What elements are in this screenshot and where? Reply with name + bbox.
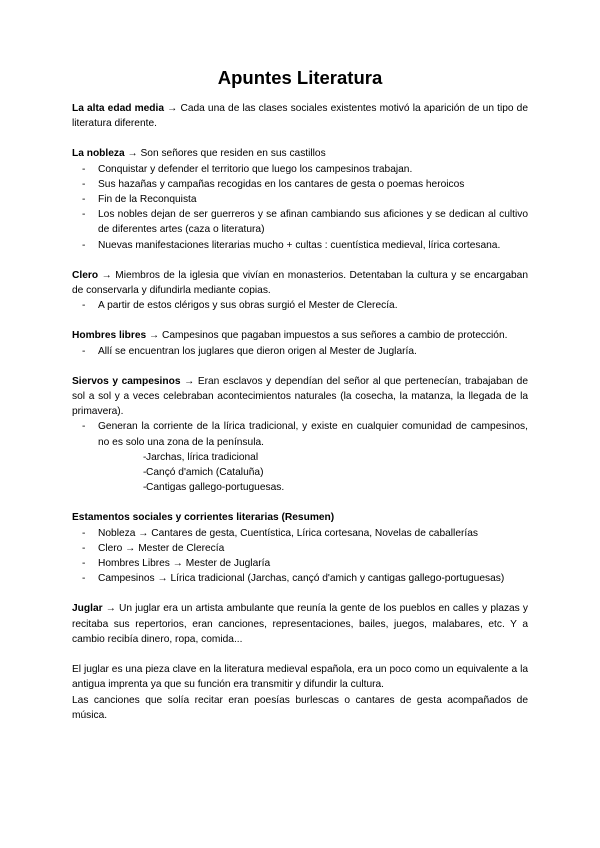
list-item: - Nobleza → Cantares de gesta, Cuentística, Lírica cortesana, Novelas de caballerías [72,526,528,541]
siervos-section [72,374,528,496]
nobleza-list [72,162,528,253]
hombres-libres-text: → Campesinos que pagaban impuestos a sus señores a cambio de protección. [146,330,508,342]
nobleza-text: → Son señores que residen en sus castillos [124,148,326,160]
list-item: - Sus hazañas y campañas recogidas en los cantares de gesta o poemas heroicos [72,177,528,192]
document-page [72,66,528,723]
alta-edad-label: La alta edad media [72,103,165,114]
final-paragraph-2: Las canciones que solía recitar eran poesías burlescas o cantares de gesta acompañados de música. [72,694,528,721]
list-item: - Clero → Mester de Clerecía [72,541,528,556]
sub-list-item: - Cantigas gallego-portuguesas. [72,480,528,495]
list-item: - Nuevas manifestaciones literarias mucho + cultas : cuentística medieval, lírica cortesana. [72,238,528,253]
resumen-heading: Estamentos sociales y corrientes literarias (Resumen) [72,512,335,524]
list-item: - Campesinos → Lírica tradicional (Jarchas, cançó d'amich y cantigas gallego-portuguesas) [72,571,528,586]
page-title: Apuntes Literatura [217,67,383,88]
alta-edad-text: → Cada una de las clases sociales existentes motivó la aparición de un tipo de literatura diferente. [72,103,528,130]
siervos-list [72,419,528,449]
list-item: - Los nobles dejan de ser guerreros y se afinan cambiando sus aficiones y se dedican al cultivo de diferentes artes (caza o literatura) [72,207,528,237]
siervos-label: Siervos y campesinos [72,375,181,387]
clero-section [72,268,528,314]
list-item: - Hombres Libres → Mester de Juglaría [72,556,528,571]
hombres-libres-section [72,328,528,358]
list-item: - Allí se encuentran los juglares que dieron origen al Mester de Juglaría. [72,344,528,359]
list-item: - Conquistar y defender el territorio que luego los campesinos trabajan. [72,162,528,177]
sub-list-item: - Jarchas, lírica tradicional [72,450,528,465]
siervos-text: → Eran esclavos y dependían del señor al que pertenecían, trabajaban de sol a sol y a veces celebraban acontecimientos naturales (la cosecha, la matanza, la llegada de la primavera). [72,375,528,418]
juglar-paragraph [72,601,528,647]
final-paragraph-1: El juglar es una pieza clave en la literatura medieval española, era un poco como un equivalente a la antigua imprenta ya que su función era transmitir y difundir la cultura. [72,664,528,691]
siervos-sublist [72,450,528,496]
juglar-label: Juglar [72,603,103,615]
resumen-section [72,510,528,586]
nobleza-section [72,146,528,252]
final-section [72,662,528,723]
hombres-libres-list [72,344,528,359]
juglar-text: → Un juglar era un artista ambulante que reunía la gente de los pueblos en calles y plazas y recitaba sus repertorios, eran canciones, representaciones, bailes, juegos, malabares, etc. Y a cambio recibía dinero, ropa, comida... [72,603,528,645]
clero-list [72,298,528,313]
sub-list-item: - Cançó d'amich (Cataluña) [72,465,528,480]
clero-text: → Miembros de la iglesia que vivían en monasterios. Detentaban la cultura y se encargaban de conservarla y difundirla mediante copias. [72,269,528,297]
nobleza-label: La nobleza [72,148,125,160]
alta-edad-paragraph [72,101,528,131]
list-item: - Fin de la Reconquista [72,192,528,207]
resumen-list [72,526,528,587]
list-item: - Generan la corriente de la lírica tradicional, y existe en cualquier comunidad de campesinos, no es solo una zona de la península. [72,419,528,449]
clero-label: Clero [72,269,99,281]
hombres-libres-label: Hombres libres [72,330,147,342]
list-item: - A partir de estos clérigos y sus obras surgió el Mester de Clerecía. [72,298,528,313]
